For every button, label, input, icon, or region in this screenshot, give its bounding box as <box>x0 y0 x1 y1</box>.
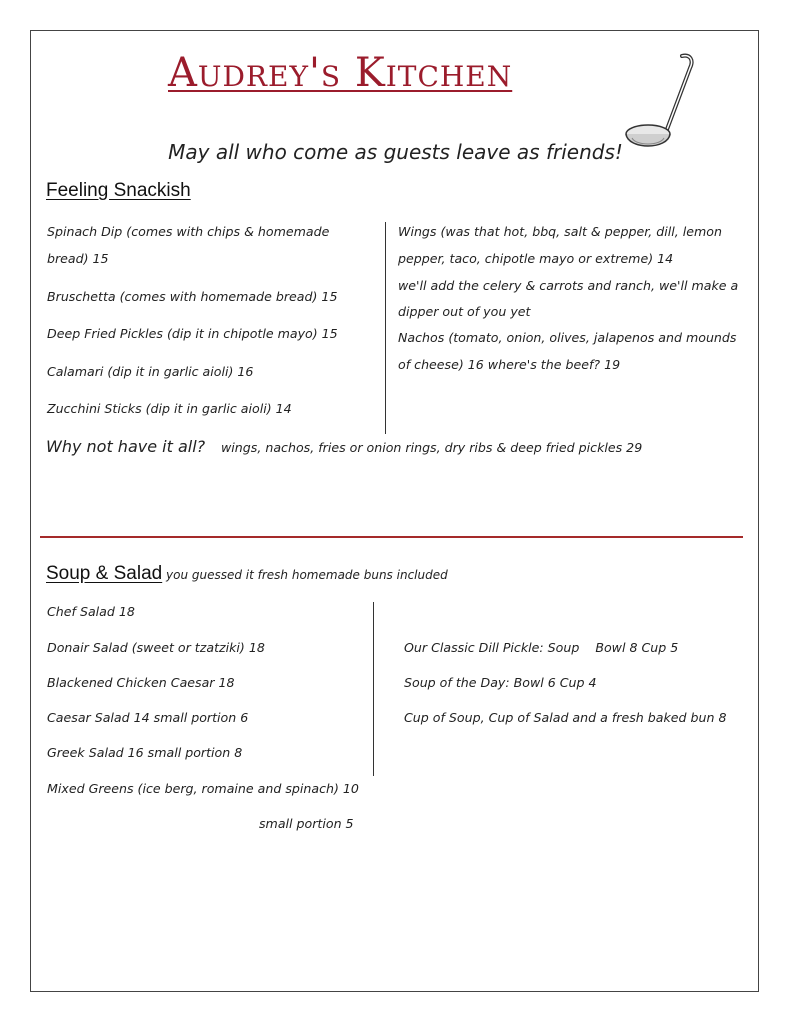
column-divider <box>385 222 386 434</box>
salad-item-note: small portion 5 <box>259 816 354 831</box>
column-divider <box>373 602 374 776</box>
soup-item: Our Classic Dill Pickle: Soup Bowl 8 Cup 5 <box>404 640 679 655</box>
snack-item: Zucchini Sticks (dip it in garlic aioli) 14 <box>47 401 292 416</box>
restaurant-title: Audrey's Kitchen <box>168 50 513 96</box>
soup-salad-heading: Soup & Salad <box>46 563 163 584</box>
tagline: May all who come as guests leave as friends! <box>168 140 623 164</box>
soup-item: Soup of the Day: Bowl 6 Cup 4 <box>404 675 597 690</box>
snack-item: Deep Fried Pickles (dip it in chipotle mayo) 15 <box>47 326 338 341</box>
combo-description: wings, nachos, fries or onion rings, dry ribs & deep fried pickles 29 <box>221 440 643 455</box>
snack-item: pepper, taco, chipotle mayo or extreme) 14 <box>398 251 674 266</box>
salad-item: Caesar Salad 14 small portion 6 <box>47 710 249 725</box>
snacks-heading: Feeling Snackish <box>46 180 191 201</box>
salad-item: Chef Salad 18 <box>47 604 135 619</box>
snack-note: dipper out of you yet <box>398 304 531 319</box>
snack-item: bread) 15 <box>47 251 109 266</box>
snack-item: Bruschetta (comes with homemade bread) 15 <box>47 289 338 304</box>
section-divider <box>40 536 743 538</box>
salad-item: Greek Salad 16 small portion 8 <box>47 745 243 760</box>
soup-salad-subtitle: you guessed it fresh homemade buns included <box>166 568 448 582</box>
snack-item: Nachos (tomato, onion, olives, jalapenos and mounds <box>398 330 737 345</box>
soup-item: Cup of Soup, Cup of Salad and a fresh baked bun 8 <box>404 710 727 725</box>
snack-item: Calamari (dip it in garlic aioli) 16 <box>47 364 254 379</box>
snack-item: Spinach Dip (comes with chips & homemade <box>47 224 330 239</box>
snack-item: Wings (was that hot, bbq, salt & pepper, dill, lemon <box>398 224 722 239</box>
menu-page <box>30 30 759 992</box>
salad-item: Donair Salad (sweet or tzatziki) 18 <box>47 640 265 655</box>
salad-item: Mixed Greens (ice berg, romaine and spinach) 10 <box>47 781 359 796</box>
salad-item: Blackened Chicken Caesar 18 <box>47 675 235 690</box>
snack-note: we'll add the celery & carrots and ranch, we'll make a <box>398 278 739 293</box>
snack-item: of cheese) 16 where's the beef? 19 <box>398 357 621 372</box>
combo-title: Why not have it all? <box>46 437 206 456</box>
